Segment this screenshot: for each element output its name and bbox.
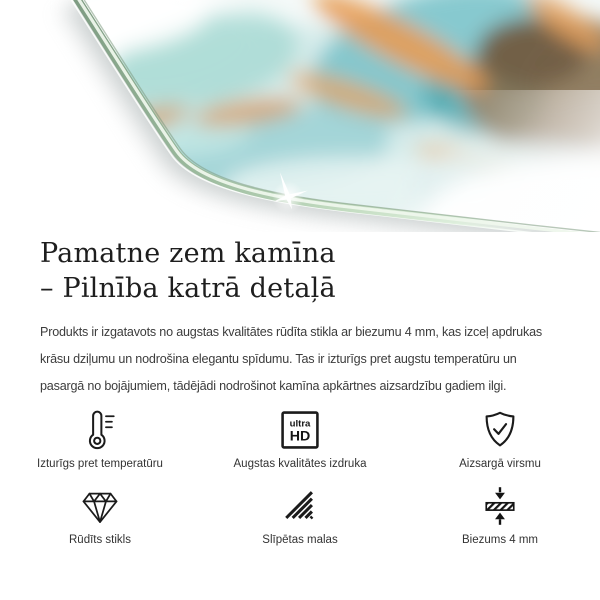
features-grid xyxy=(0,408,600,546)
thickness-icon xyxy=(478,484,522,528)
svg-text:ultra: ultra xyxy=(289,418,311,430)
beveled-edges-icon xyxy=(278,484,322,528)
feature-item-thickness xyxy=(400,484,600,546)
diamond-icon xyxy=(78,484,122,528)
feature-label: Biezums 4 mm xyxy=(461,534,539,546)
feature-item-beveled-edges xyxy=(200,484,400,546)
svg-text:HD: HD xyxy=(289,428,311,445)
thermometer-icon xyxy=(78,408,122,452)
feature-label: Rūdīts stikls xyxy=(69,534,131,546)
page-title-line1: Pamatne zem kamīna xyxy=(40,238,336,269)
ultra-hd-icon xyxy=(278,408,322,452)
product-photo xyxy=(0,0,600,232)
page-title xyxy=(40,236,600,306)
feature-label: Augstas kvalitātes izdruka xyxy=(233,458,367,470)
feature-item-print-quality xyxy=(200,408,400,470)
feature-label: Slīpētas malas xyxy=(262,534,338,546)
product-description: Produkts ir izgatavots no augstas kvalitātes rūdīta stikla ar biezumu 4 mm, kas izceļ apdrukas krāsu dziļumu un nodrošina elegantu spīdumu. Tas ir izturīgs pret augstu temperatūru un pasargā no bojājumiem, tādējādi nodrošinot kamīna apkārtnes aizsardzību gadiem ilgi. xyxy=(40,325,542,393)
feature-item-tempered-glass xyxy=(0,484,200,546)
feature-label: Izturīgs pret temperatūru xyxy=(37,458,163,470)
marble-print xyxy=(23,0,600,232)
feature-item-temperature xyxy=(0,408,200,470)
glass-panel-illustration xyxy=(0,0,600,232)
shield-check-icon xyxy=(478,408,522,452)
page-title-line2: – Pilnība katrā detaļā xyxy=(40,273,336,304)
feature-label: Aizsargā virsmu xyxy=(459,458,541,470)
feature-item-protects-surface xyxy=(400,408,600,470)
